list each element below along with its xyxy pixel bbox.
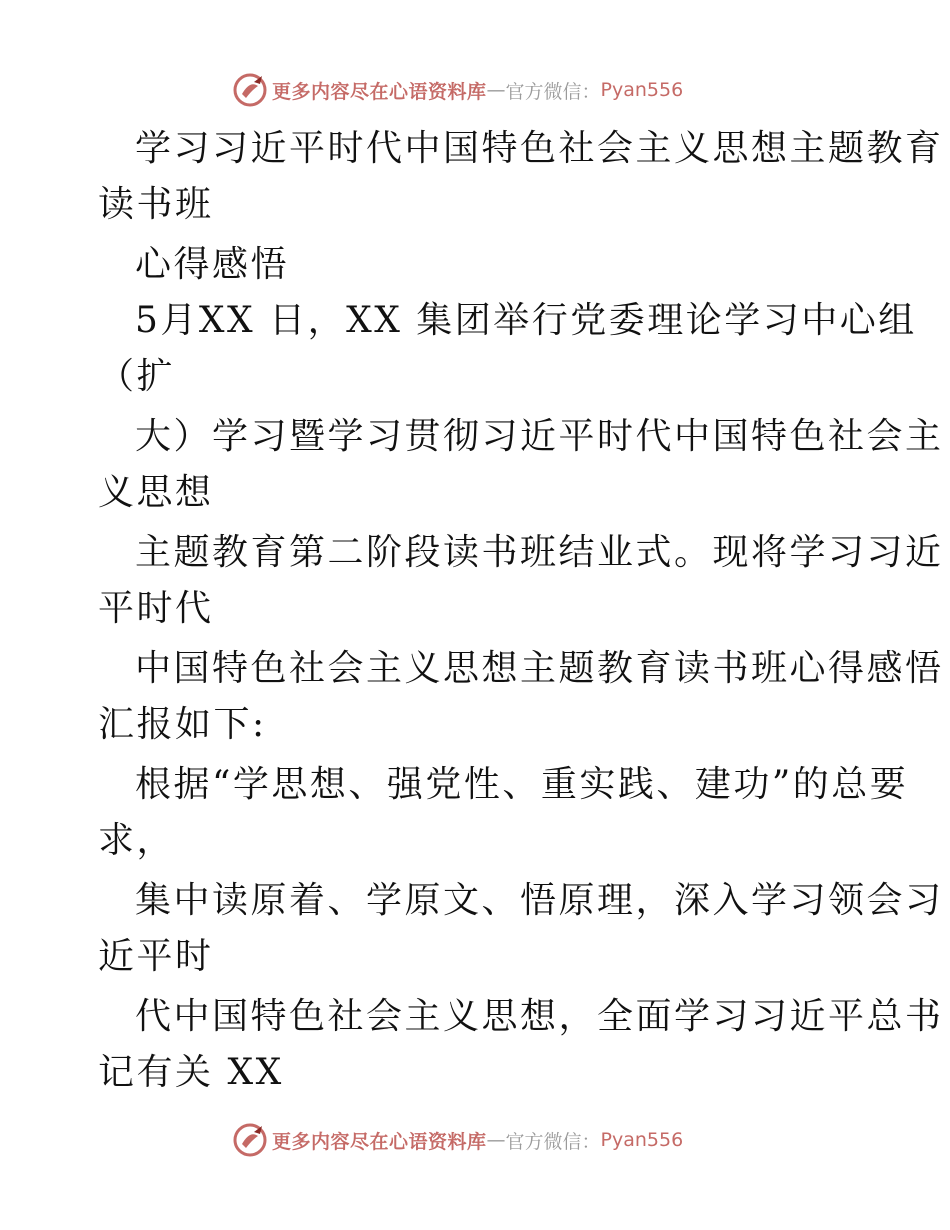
text-line: 代中国特色社会主义思想，全面学习习近平总书 bbox=[135, 996, 944, 1037]
text-line: 学习习近平时代中国特色社会主义思想主题教育 bbox=[135, 128, 944, 169]
watermark-separator: — bbox=[486, 1129, 506, 1151]
watermark-footer bbox=[232, 1120, 683, 1160]
brand-logo-icon bbox=[232, 1122, 268, 1158]
text-line: 心得感悟 bbox=[135, 244, 290, 285]
watermark-text: 更多内容尽在心语资料库 bbox=[272, 80, 487, 103]
watermark-wechat-id: Pyan556 bbox=[600, 1129, 684, 1151]
text-line: 主题教育第二阶段读书班结业式。现将学习习近 bbox=[135, 532, 944, 573]
watermark-header bbox=[232, 70, 683, 110]
text-line: 根据“学思想、强党性、重实践、建功”的总要 bbox=[135, 764, 909, 805]
text-line: 求， bbox=[98, 820, 176, 861]
text-line: （扩 bbox=[98, 356, 176, 397]
watermark-wechat-label: 官方微信： bbox=[505, 80, 601, 103]
text-line: 记有关 XX bbox=[98, 1052, 284, 1093]
text-line: 中国特色社会主义思想主题教育读书班心得感悟 bbox=[135, 648, 944, 689]
text-line: 近平时 bbox=[98, 936, 214, 977]
text-line: 汇报如下: bbox=[98, 704, 267, 745]
watermark-wechat-label: 官方微信： bbox=[505, 1130, 601, 1153]
text-line: 平时代 bbox=[98, 588, 214, 629]
text-line: 义思想 bbox=[98, 472, 214, 513]
text-line: 集中读原着、学原文、悟原理，深入学习领会习 bbox=[135, 880, 944, 921]
text-line: 大）学习暨学习贯彻习近平时代中国特色社会主 bbox=[135, 416, 944, 457]
watermark-separator: — bbox=[486, 79, 506, 101]
watermark-wechat-id: Pyan556 bbox=[600, 79, 684, 101]
brand-logo-icon bbox=[232, 72, 268, 108]
watermark-text: 更多内容尽在心语资料库 bbox=[272, 1130, 487, 1153]
text-line: 5月XX 日，XX 集团举行党委理论学习中心组 bbox=[135, 300, 917, 341]
text-line: 读书班 bbox=[98, 184, 214, 225]
